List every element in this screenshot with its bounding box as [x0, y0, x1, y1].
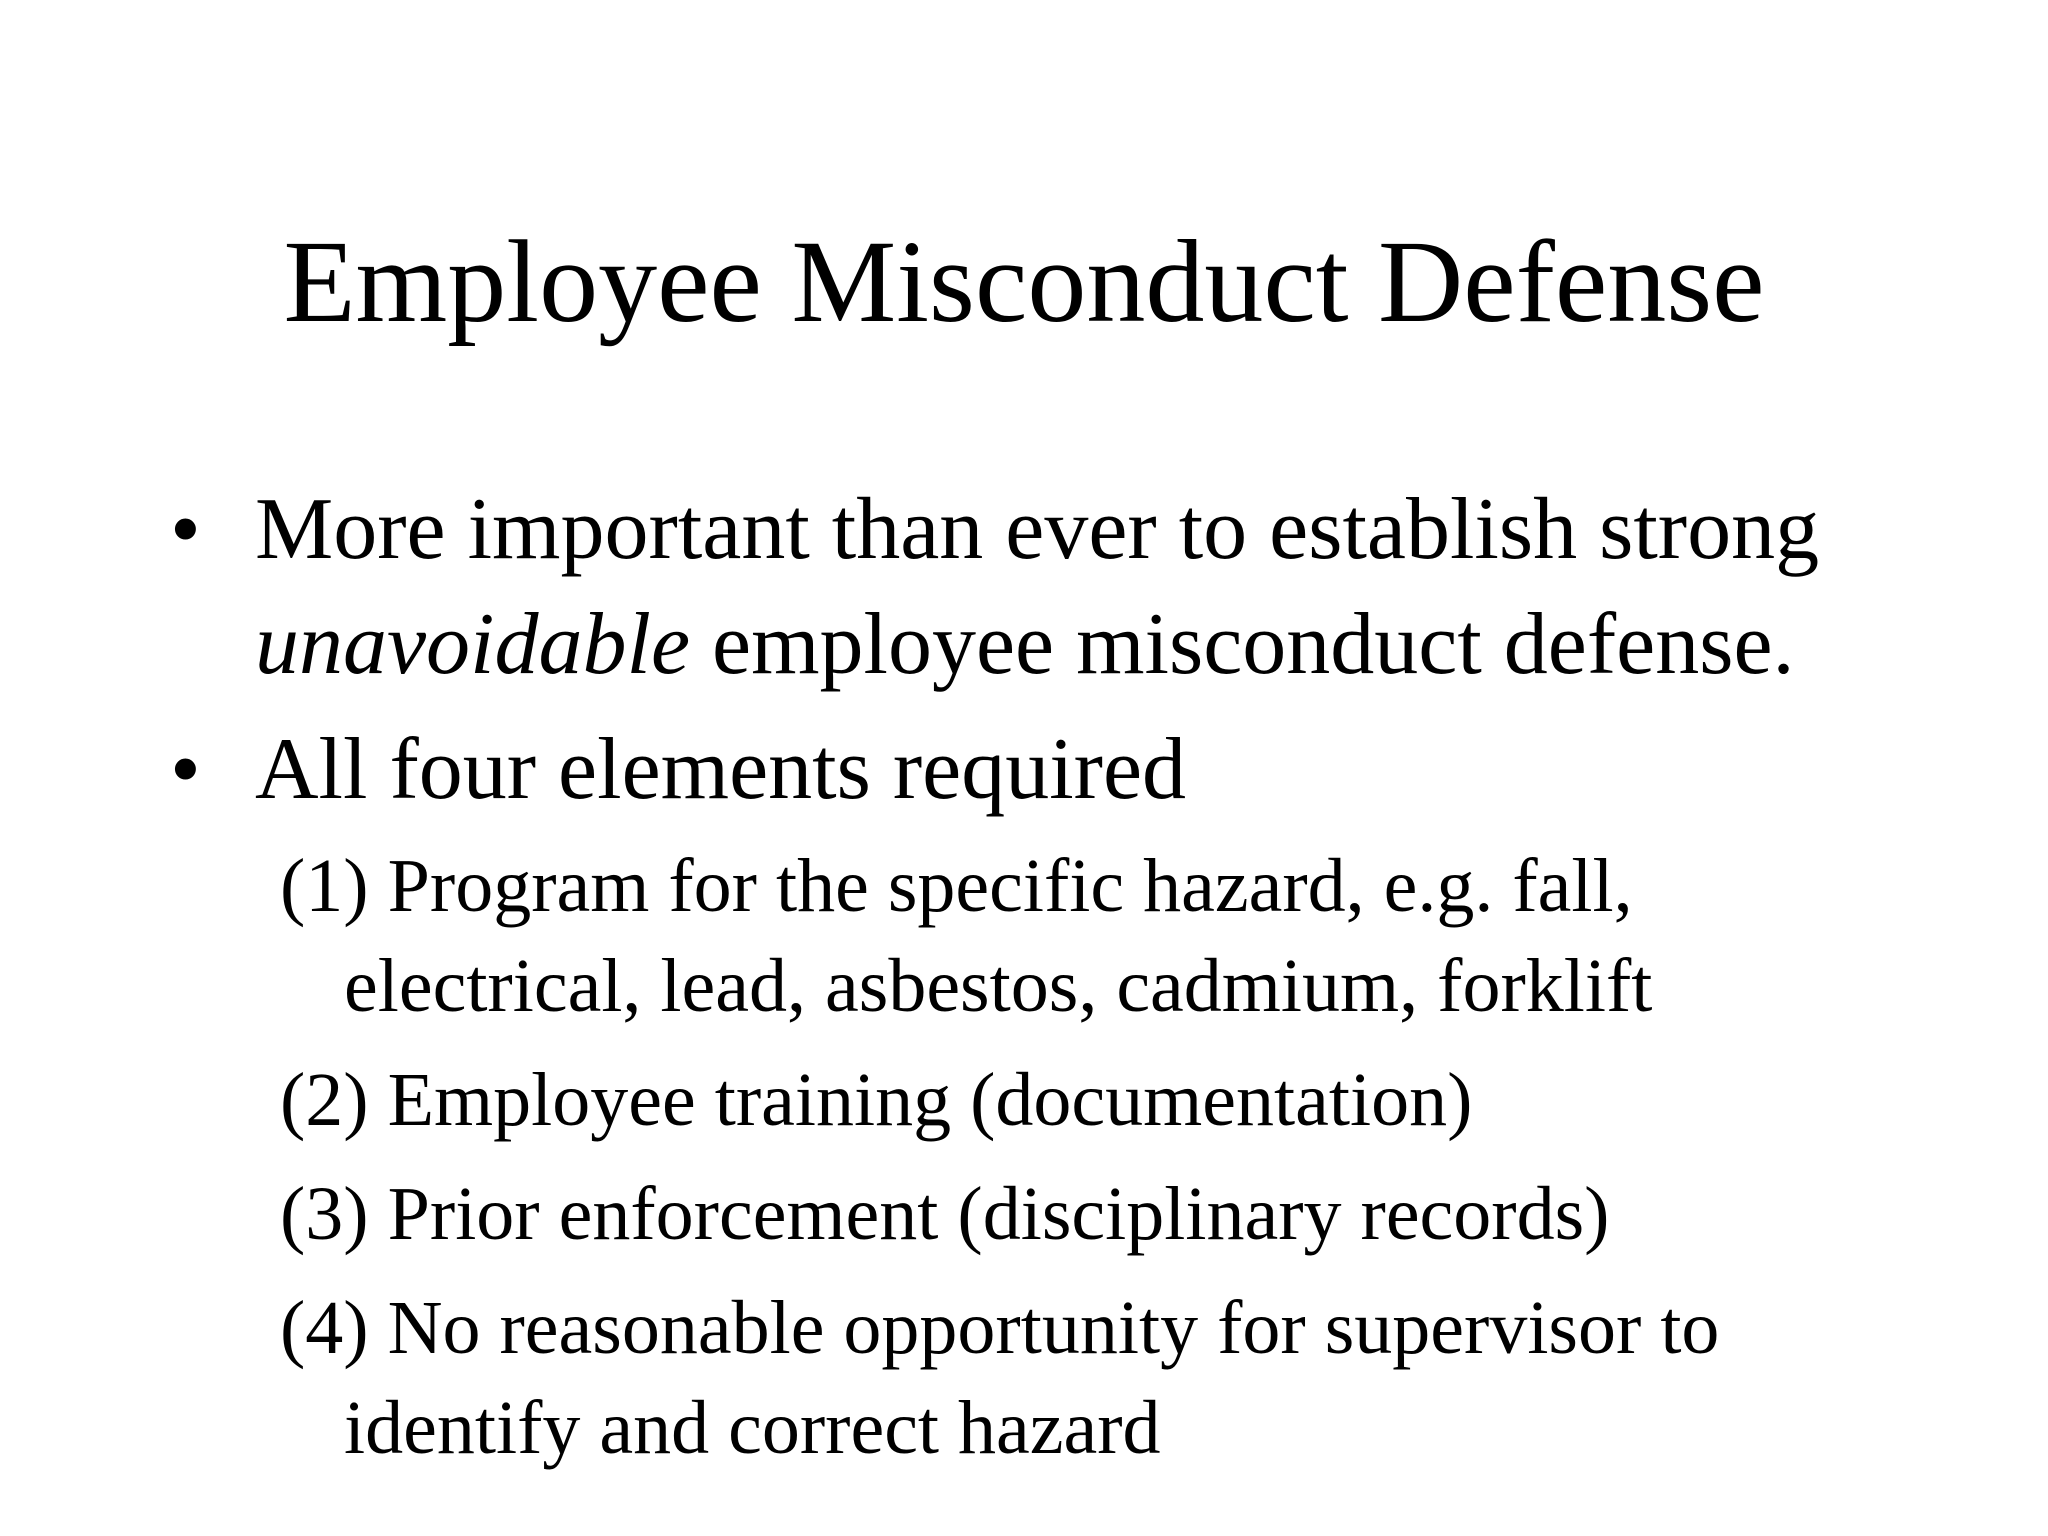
element-3-text: (3) Prior enforcement (disciplinary records) [280, 1172, 1610, 1256]
slide-title: Employee Misconduct Defense [283, 216, 1765, 347]
bullet-2-text: All four elements required [255, 721, 1187, 818]
element-item-2 [280, 1050, 1980, 1150]
bullet-1-line-1: More important than ever to establish strong [255, 481, 1820, 578]
element-4-line-2: identify and correct hazard [344, 1386, 1161, 1470]
element-item-1 [280, 836, 1980, 1036]
bullet-marker: • [170, 721, 201, 818]
bullet-item-2 [170, 712, 1990, 827]
bullet-list [170, 472, 1990, 837]
element-1-line-1: (1) Program for the specific hazard, e.g. fall, [280, 844, 1633, 928]
element-2-text: (2) Employee training (documentation) [280, 1058, 1473, 1142]
element-1-line-2: electrical, lead, asbestos, cadmium, forklift [344, 944, 1653, 1028]
element-item-3 [280, 1164, 1980, 1264]
element-4-line-1: (4) No reasonable opportunity for supervisor to [280, 1286, 1720, 1370]
element-item-4 [280, 1278, 1980, 1478]
bullet-item-1 [170, 472, 1990, 702]
bullet-1-italic-word: unavoidable [255, 596, 691, 693]
bullet-1-line-2: employee misconduct defense. [690, 596, 1795, 693]
element-list [280, 836, 1980, 1492]
bullet-marker: • [170, 481, 201, 578]
